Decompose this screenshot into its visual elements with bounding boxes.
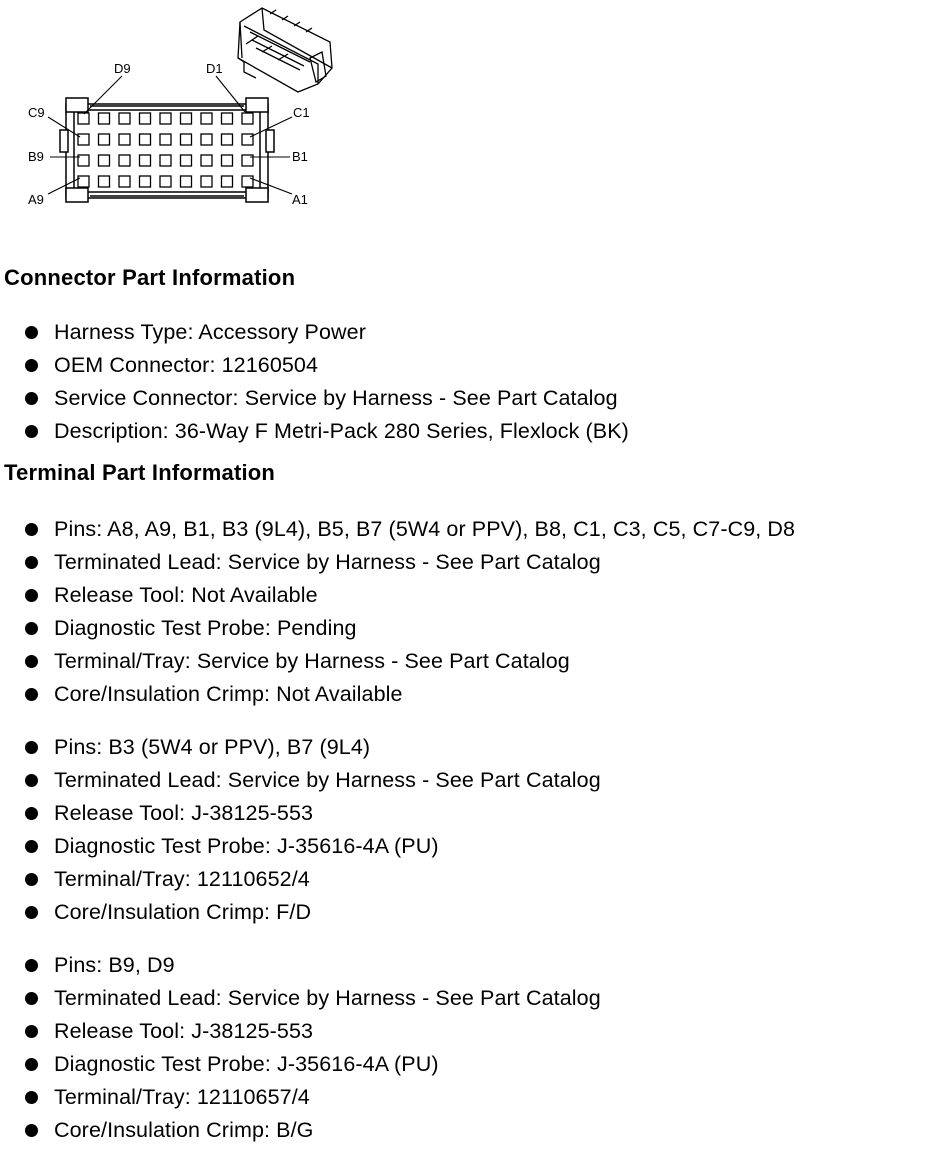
bullet-icon (25, 906, 38, 919)
list-item: Core/Insulation Crimp: Not Available (0, 678, 795, 711)
bullet-icon (25, 1025, 38, 1038)
pin-cavity (160, 176, 171, 187)
pin-cavity (119, 155, 130, 166)
bullet-icon (25, 992, 38, 1005)
list-item: Release Tool: J-38125-553 (0, 797, 601, 830)
list-item: Release Tool: J-38125-553 (0, 1015, 601, 1048)
pin-cavity (119, 176, 130, 187)
bullet-icon (25, 655, 38, 668)
list-item: Pins: A8, A9, B1, B3 (9L4), B5, B7 (5W4 or PPV), B8, C1, C3, C5, C7-C9, D8 (0, 513, 795, 546)
pin-cavity (242, 176, 253, 187)
pin-cavity (201, 113, 212, 124)
list-item: Core/Insulation Crimp: F/D (0, 896, 601, 929)
list-item: Service Connector: Service by Harness - See Part Catalog (0, 382, 629, 415)
bullet-icon (25, 556, 38, 569)
bullet-icon (25, 392, 38, 405)
pin-cavity (201, 155, 212, 166)
list-item: Release Tool: Not Available (0, 579, 795, 612)
pin-cavity (222, 134, 233, 145)
connector-part-heading: Connector Part Information (4, 265, 296, 290)
list-item: Diagnostic Test Probe: J-35616-4A (PU) (0, 830, 601, 863)
bullet-icon (25, 326, 38, 339)
list-item: Core/Insulation Crimp: B/G (0, 1114, 601, 1147)
pin-cavity (140, 176, 151, 187)
bullet-icon (25, 589, 38, 602)
terminal-group-3 (0, 949, 601, 1147)
list-item: Pins: B9, D9 (0, 949, 601, 982)
pin-label-d1: D1 (206, 61, 223, 76)
terminal-group-1 (0, 513, 795, 711)
bullet-icon (25, 622, 38, 635)
bullet-icon (25, 774, 38, 787)
pin-cavity (181, 176, 192, 187)
pin-cavity (99, 155, 110, 166)
pin-label-a9: A9 (28, 192, 44, 207)
bullet-icon (25, 807, 38, 820)
list-item: Pins: B3 (5W4 or PPV), B7 (9L4) (0, 731, 601, 764)
pin-cavity (222, 155, 233, 166)
bullet-icon (25, 425, 38, 438)
list-item: Harness Type: Accessory Power (0, 316, 629, 349)
list-item: Diagnostic Test Probe: J-35616-4A (PU) (0, 1048, 601, 1081)
bullet-icon (25, 741, 38, 754)
pin-cavity (222, 176, 233, 187)
list-item: OEM Connector: 12160504 (0, 349, 629, 382)
pin-label-c1: C1 (293, 105, 310, 120)
bullet-icon (25, 840, 38, 853)
pin-cavity (201, 176, 212, 187)
pin-cavity (181, 113, 192, 124)
pin-cavity (181, 134, 192, 145)
bullet-icon (25, 873, 38, 886)
bullet-icon (25, 1091, 38, 1104)
bullet-icon (25, 523, 38, 536)
pin-cavity (140, 134, 151, 145)
pin-cavity (242, 113, 253, 124)
bullet-icon (25, 959, 38, 972)
bullet-icon (25, 1058, 38, 1071)
pin-cavity (181, 155, 192, 166)
bullet-icon (25, 688, 38, 701)
pin-cavity (201, 134, 212, 145)
pin-label-d9: D9 (114, 61, 131, 76)
pin-cavity (242, 134, 253, 145)
pin-cavity (140, 155, 151, 166)
list-item: Terminated Lead: Service by Harness - See Part Catalog (0, 764, 601, 797)
pin-cavity (160, 134, 171, 145)
pin-label-b1: B1 (292, 149, 308, 164)
connector-face-diagram (0, 0, 360, 220)
list-item: Terminated Lead: Service by Harness - See Part Catalog (0, 982, 601, 1015)
pin-cavity (99, 113, 110, 124)
list-item: Diagnostic Test Probe: Pending (0, 612, 795, 645)
list-item: Terminated Lead: Service by Harness - See Part Catalog (0, 546, 795, 579)
pin-cavity (160, 113, 171, 124)
pin-label-c9: C9 (28, 105, 45, 120)
pin-label-a1: A1 (292, 192, 308, 207)
pin-cavity (140, 113, 151, 124)
pin-cavity (78, 113, 89, 124)
list-item: Terminal/Tray: 12110657/4 (0, 1081, 601, 1114)
pin-cavity (78, 134, 89, 145)
list-item: Terminal/Tray: Service by Harness - See Part Catalog (0, 645, 795, 678)
pin-label-b9: B9 (28, 149, 44, 164)
connector-part-list (0, 316, 629, 448)
pin-cavity (119, 113, 130, 124)
pin-cavity (99, 176, 110, 187)
bullet-icon (25, 1124, 38, 1137)
list-item: Terminal/Tray: 12110652/4 (0, 863, 601, 896)
terminal-part-heading: Terminal Part Information (4, 460, 276, 485)
pin-cavity (222, 113, 233, 124)
pin-cavity (119, 134, 130, 145)
list-item: Description: 36-Way F Metri-Pack 280 Series, Flexlock (BK) (0, 415, 629, 448)
terminal-group-2 (0, 731, 601, 929)
connector-3d-view (238, 8, 332, 92)
bullet-icon (25, 359, 38, 372)
pin-cavity (160, 155, 171, 166)
pin-cavity (99, 134, 110, 145)
